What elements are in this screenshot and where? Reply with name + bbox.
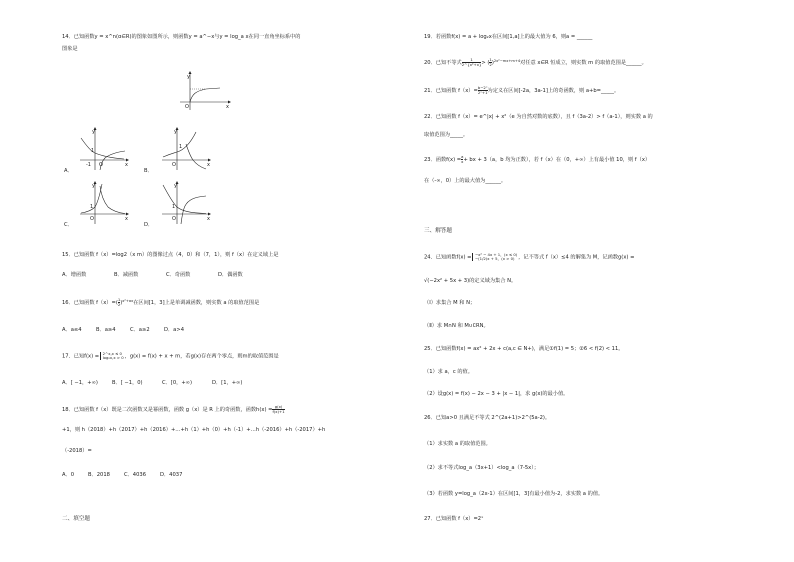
section-2-heading: 二、填空题 [62,516,90,522]
q18-stem-line2: +1，则 h（2018）+h（2017）+h（2016）+…+h（1）+h（0）+h（-1）+…h（-2016）+h（-2017）+h [62,427,326,433]
q14-stem-line1: 14．已知函数y = x^n(α∈R)的图象如图所示，则函数y = a^−x与y = log_a x在同一直角坐标系中的 [62,34,301,40]
q17-option-c[interactable]: C．[0，+∞) [162,380,193,386]
q15-option-b[interactable]: B．减函数 [114,272,139,278]
svg-text:x: x [207,162,210,168]
q15-options [62,272,270,279]
q19-stem: 19．若函数f(x) = a + log₂x在区间[1,a]上的最大值为 6，则a = ______ [424,34,593,40]
q14-given-origin: O [185,104,189,110]
q24-part-2: （Ⅱ）求 M∩N 和 M∪∁RN。 [424,323,489,329]
svg-text:x: x [125,162,128,168]
q17-option-d[interactable]: D．[1，+∞) [212,380,243,386]
q18-option-b[interactable]: B．2018 [88,472,110,478]
q16-option-a[interactable]: A．a≤4 [62,327,82,333]
q21-stem: 21．已知函数 f（x）= $\frac{\text{b−2ˣ}}{\text{2ˣ+1}}$ 为定义在区间[-2a，3a-1]上的奇函数，则 a+b=_____。 [424,85,620,95]
q14-option-d[interactable]: D． [144,222,154,228]
q22-stem-line2: 取值范围为_____。 [424,132,469,138]
q25-stem: 25．已知函数f(x) = ax² + 2x + c(a,c ∈ N+)，满足①f(1) = 5；②6 < f(2) < 11。 [424,346,624,352]
svg-text:y: y [174,129,177,135]
q14-stem-line2: 图象是 [62,46,78,52]
q26-part-1: （1）求实数 a 的取值范围。 [424,441,491,447]
svg-text:y: y [92,129,95,135]
q20-stem: 20．已知不等式 $\frac{1}{\text{2\textasciicircum{}\{x²+x\}}}$ > ( $\frac{1}{2}$ )$^{2x^2-mx+m+4}$对任意 x∈R 恒成立，则实数 m 的取值范围是______。 [424,57,647,67]
svg-text:O: O [172,216,176,222]
svg-text:O: O [90,216,94,222]
q14-given-graph [176,70,232,112]
q22-stem-line1: 22．已知函数 f（x）= e^|x| + x²（e 为自然对数的底数），且 f（3a-2）> f（a-1），则实数 a 的 [424,114,653,120]
svg-text:y: y [174,183,177,189]
svg-text:O: O [172,162,176,168]
q14-graph-a [78,126,130,172]
q15-option-d[interactable]: D．偶函数 [218,272,243,278]
q14-option-b[interactable]: B． [144,168,153,174]
q15-option-a[interactable]: A．增函数 [62,272,87,278]
q17-option-a[interactable]: A．[ −1，+∞) [62,380,98,386]
q18-option-c[interactable]: C．4036 [124,472,147,478]
section-3-heading: 三、解答题 [424,228,452,234]
q14-option-c[interactable]: C． [64,222,73,228]
q23-stem-line2: 在（-∞，0）上的最大值为______。 [424,178,507,184]
svg-text:1: 1 [179,144,183,150]
q16-option-d[interactable]: D．a>4 [164,327,185,333]
q26-part-3: （3）若函数 y=log_a（2x-1）在区间[1，3]有最小值为-2，求实数 a 的值。 [424,491,604,497]
q14-option-a[interactable]: A． [64,168,73,174]
q18-stem-line1: 18．已知函数 f（x）既是二次函数又是幂函数，函数 g（x）是 R 上的奇函数，函数h(x) = $\frac{g(x)}{f(x)+1}$ [62,404,285,414]
svg-text:-1: -1 [86,162,91,168]
q17-option-b[interactable]: B．[ −1，0) [112,380,143,386]
q14-given-x-label: x [226,104,229,110]
q18-stem-line3: （-2018）= [62,448,92,454]
svg-text:x: x [207,216,210,222]
q17-options [62,380,262,387]
q26-stem: 26．已知a>0 且满足不等式 2^(2a+1)>2^(5a-2)。 [424,415,551,421]
q25-part-1: （1）求 a，c 的值。 [424,369,473,375]
svg-text:1: 1 [90,204,94,210]
q27-stem: 27．已知函数 f（x）=2ˣ [424,516,484,522]
q16-stem: 16．已知函数 f（x）=( $\frac{1}{2}$ )$^{x^2+ax}$在区间[1，3]上是单调减函数，则实数 a 的取值范围是 [62,297,260,307]
svg-text:x: x [125,216,128,222]
q24-stem-line1: 24．已知函数f(x) = −x² − 4x + 1，(x ≤ 0) −(1/2)x + 5，(x > 0) ，记不等式 f（x）≤4 的解集为 M，记函数g(x) = [424,252,635,262]
q18-option-a[interactable]: A．0 [62,472,75,478]
svg-text:1: 1 [91,148,95,154]
svg-text:O: O [99,162,103,168]
q15-option-c[interactable]: C．奇函数 [166,272,191,278]
q14-graph-c [78,180,130,226]
q15-stem: 15．已知函数 f（x）=log2（x m）的图像过点（4，0）和（7，1），则 f（x）在定义域上是 [62,252,279,258]
q17-stem: 17．已知f(x) = 2^x,x ≤ 0 log₂x,x > 0 ，g(x) = f(x) + x + m，若g(x)存在两个零点，则m的取值范围是 [62,351,279,361]
q24-stem-line2: √(−2x² + 5x + 3)的定义域为集合 N。 [424,278,517,284]
svg-text:y: y [92,183,95,189]
q14-graph-d [160,180,212,226]
q16-option-b[interactable]: B．a≥4 [96,327,116,333]
q16-options [62,327,198,334]
q16-option-c[interactable]: C．a≥2 [130,327,150,333]
svg-text:1: 1 [172,204,176,210]
q23-stem-line1: 23．函数f(x) = $\frac{a}{x}$ + bx + 3（a，b 均为正数），若 f（x）在（0，+∞）上有最小值 10，则 f（x） [424,154,651,164]
q26-part-2: （2）求不等式log_a（3x+1）<log_a（7-5x）； [424,465,540,471]
q24-part-1: （Ⅰ）求集合 M 和 N； [424,300,476,306]
q14-given-y-label: y [187,74,190,80]
q25-part-2: （2）设g(x) = f(x) − 2x − 3 + |x − 1|，求 g(x)的最小值。 [424,391,569,397]
q18-options [62,472,196,479]
q18-option-d[interactable]: D．4037 [160,472,183,478]
q14-graph-b [160,126,212,172]
